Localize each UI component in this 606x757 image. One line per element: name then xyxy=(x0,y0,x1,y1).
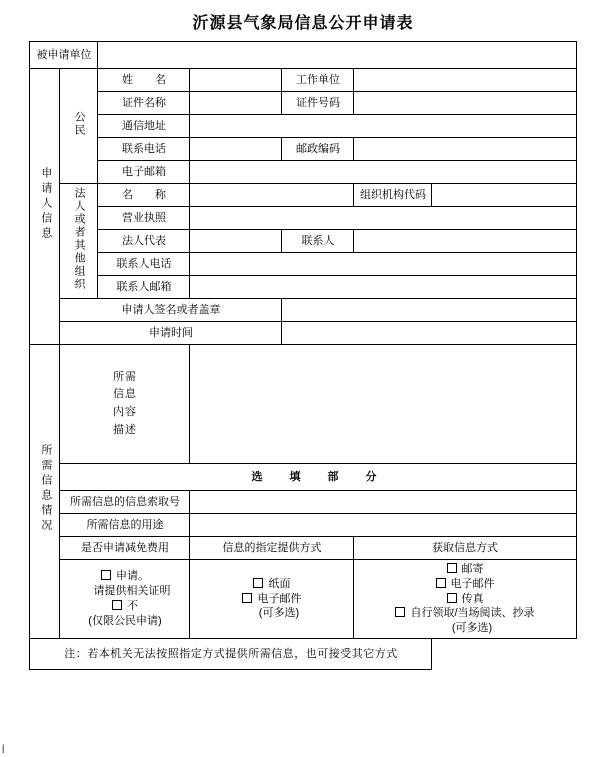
fee-option-proof-note: 请提供相关证明 xyxy=(93,585,171,598)
page-title: 沂源县气象局信息公开申请表 xyxy=(192,15,414,32)
signature-label: 申请人签名或者盖章 xyxy=(60,299,282,322)
apply-time-value[interactable] xyxy=(282,322,576,345)
obtain-options-cell xyxy=(354,560,576,639)
citizen-row-1-left-value[interactable] xyxy=(190,92,282,115)
legal-row-0-left-value[interactable] xyxy=(190,184,354,207)
legal-row-4-left-label: 联系人邮箱 xyxy=(98,276,190,299)
description-value[interactable] xyxy=(190,345,576,464)
description-label: 所需 信息 内容 描述 xyxy=(60,345,190,464)
table-row-legal-license xyxy=(30,207,576,230)
provide-option-paper[interactable]: 纸面 xyxy=(190,577,353,592)
citizen-row-3-left-label: 联系电话 xyxy=(98,138,190,161)
obtain-option-pickup[interactable]: 自行领取/当场阅读、抄录 xyxy=(354,606,575,621)
checkbox-icon[interactable] xyxy=(447,593,457,603)
legal-row-0-left-label: 名 称 xyxy=(98,184,190,207)
table-row-citizen-name xyxy=(30,69,576,92)
legal-row-1-value[interactable] xyxy=(190,207,576,230)
legal-row-2-mid-label: 联系人 xyxy=(282,230,354,253)
index-number-label: 所需信息的信息索取号 xyxy=(60,491,190,514)
fee-option-apply[interactable]: 申请。 xyxy=(60,569,189,584)
obtain-option-fax[interactable]: 传真 xyxy=(354,592,575,607)
legal-person-label: 法人或者其他组织 xyxy=(60,184,98,299)
checkbox-icon[interactable] xyxy=(395,607,405,617)
table-row-apply-time xyxy=(30,322,576,345)
table-row-note xyxy=(30,639,576,670)
legal-row-0-mid-value[interactable] xyxy=(432,184,576,207)
citizen-row-0-mid-value[interactable] xyxy=(354,69,576,92)
citizen-row-0-left-label: 姓 名 xyxy=(98,69,190,92)
table-row-legal-contact-email xyxy=(30,276,576,299)
applicant-info-label: 申请人信息 xyxy=(30,69,60,345)
legal-row-1-left-label: 营业执照 xyxy=(98,207,190,230)
legal-row-3-value[interactable] xyxy=(190,253,576,276)
note-text: 注：若本机关无法按照指定方式提供所需信息，也可接受其它方式 xyxy=(30,639,432,670)
index-number-value[interactable] xyxy=(190,491,576,514)
legal-row-2-left-value[interactable] xyxy=(190,230,282,253)
table-row-legal-name xyxy=(30,184,576,207)
table-row-applied-unit xyxy=(30,42,576,69)
checkbox-icon[interactable] xyxy=(447,563,457,573)
checkbox-icon[interactable] xyxy=(436,578,446,588)
obtain-method-header: 获取信息方式 xyxy=(354,537,576,560)
citizen-row-1-mid-label: 证件号码 xyxy=(282,92,354,115)
fee-header: 是否申请减免费用 xyxy=(60,537,190,560)
signature-value[interactable] xyxy=(282,299,576,322)
provide-method-header: 信息的指定提供方式 xyxy=(190,537,354,560)
table-row-info-description xyxy=(30,345,576,464)
applied-unit-label: 被申请单位 xyxy=(30,42,98,69)
citizen-row-0-left-value[interactable] xyxy=(190,69,282,92)
checkbox-icon[interactable] xyxy=(253,578,263,588)
obtain-option-multi-note: (可多选) xyxy=(451,622,493,635)
table-row-citizen-address xyxy=(30,115,576,138)
table-row-index-number xyxy=(30,491,576,514)
legal-row-2-left-label: 法人代表 xyxy=(98,230,190,253)
optional-section-header: 选 填 部 分 xyxy=(60,464,576,491)
citizen-row-4-value[interactable] xyxy=(190,161,576,184)
legal-row-0-mid-label: 组织机构代码 xyxy=(354,184,432,207)
obtain-option-email[interactable]: 电子邮件 xyxy=(354,577,575,592)
table-row-citizen-phone xyxy=(30,138,576,161)
citizen-row-2-left-label: 通信地址 xyxy=(98,115,190,138)
table-row-method-headers xyxy=(30,537,576,560)
citizen-row-1-left-label: 证件名称 xyxy=(98,92,190,115)
fee-options-cell xyxy=(60,560,190,639)
information-disclosure-application-form xyxy=(29,41,576,670)
table-row-method-options xyxy=(30,560,576,639)
table-row-usage xyxy=(30,514,576,537)
legal-row-3-left-label: 联系人电话 xyxy=(98,253,190,276)
citizen-row-3-left-value[interactable] xyxy=(190,138,282,161)
legal-row-2-mid-value[interactable] xyxy=(354,230,576,253)
fee-option-citizen-only-note: (仅限公民申请) xyxy=(88,614,162,627)
applied-unit-value[interactable] xyxy=(98,42,576,69)
table-row-citizen-email xyxy=(30,161,576,184)
usage-value[interactable] xyxy=(190,514,576,537)
apply-time-label: 申请时间 xyxy=(60,322,282,345)
checkbox-icon[interactable] xyxy=(112,600,122,610)
citizen-row-4-left-label: 电子邮箱 xyxy=(98,161,190,184)
provide-option-email[interactable]: 电子邮件 xyxy=(190,592,353,607)
page-footer-mark: | xyxy=(2,743,5,753)
citizen-row-3-mid-value[interactable] xyxy=(354,138,576,161)
table-row-optional-section xyxy=(30,464,576,491)
citizen-row-0-mid-label: 工作单位 xyxy=(282,69,354,92)
table-row-citizen-id xyxy=(30,92,576,115)
citizen-row-2-value[interactable] xyxy=(190,115,576,138)
table-row-signature xyxy=(30,299,576,322)
legal-row-4-value[interactable] xyxy=(190,276,576,299)
provide-options-cell xyxy=(190,560,354,639)
table-row-legal-contact-phone xyxy=(30,253,576,276)
document-page xyxy=(0,10,606,757)
need-info-label: 所需信息情况 xyxy=(30,345,60,639)
table-row-legal-rep xyxy=(30,230,576,253)
citizen-label: 公民 xyxy=(60,69,98,184)
usage-label: 所需信息的用途 xyxy=(60,514,190,537)
fee-option-no[interactable]: 不 xyxy=(60,599,189,614)
checkbox-icon[interactable] xyxy=(101,570,111,580)
citizen-row-3-mid-label: 邮政编码 xyxy=(282,138,354,161)
checkbox-icon[interactable] xyxy=(242,593,252,603)
citizen-row-1-mid-value[interactable] xyxy=(354,92,576,115)
provide-option-multi-note: (可多选) xyxy=(258,607,300,620)
obtain-option-mail[interactable]: 邮寄 xyxy=(354,562,575,577)
